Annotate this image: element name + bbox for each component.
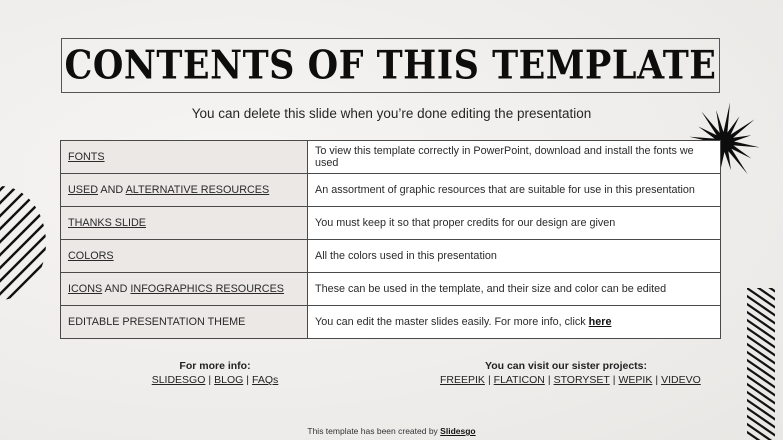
table-row <box>61 306 721 339</box>
resource-link[interactable]: INFOGRAPHICS RESOURCES <box>130 283 284 295</box>
sister-projects-links <box>440 374 701 386</box>
resource-link[interactable]: THANKS SLIDE <box>68 217 146 229</box>
sister-link-storyset[interactable]: STORYSET <box>553 374 610 386</box>
row-value-cell <box>308 141 721 174</box>
row-key-text: AND <box>98 184 126 196</box>
row-value-cell <box>308 207 721 240</box>
diagonal-hatch-strip-decoration <box>746 286 776 440</box>
resource-link[interactable]: ALTERNATIVE RESOURCES <box>125 184 270 196</box>
row-key-text: EDITABLE PRESENTATION THEME <box>68 316 246 328</box>
more-info-heading: For more info: <box>179 360 251 372</box>
row-key-cell <box>61 240 308 273</box>
resource-link[interactable]: USED <box>68 184 98 196</box>
sister-link-wepik[interactable]: WEPIK <box>618 374 653 386</box>
row-description: All the colors used in this presentation <box>315 250 497 262</box>
page-title: CONTENTS OF THIS TEMPLATE <box>64 42 717 89</box>
row-description: To view this template correctly in PowerPoint, download and install the fonts we used <box>315 145 694 169</box>
row-description: You can edit the master slides easily. For more info, click <box>315 316 589 328</box>
more-info-link-faqs[interactable]: FAQs <box>252 374 279 386</box>
table-row <box>61 207 721 240</box>
slidesgo-credit-link[interactable]: Slidesgo <box>440 426 476 436</box>
more-info-block <box>140 360 290 386</box>
link-separator: | <box>547 374 551 386</box>
row-key-cell <box>61 207 308 240</box>
sister-projects-heading: You can visit our sister projects: <box>484 360 648 372</box>
sister-link-flaticon[interactable]: FLATICON <box>493 374 545 386</box>
row-description: These can be used in the template, and their size and color can be edited <box>315 283 667 295</box>
link-separator: | <box>655 374 659 386</box>
row-value-cell <box>308 240 721 273</box>
row-key-text: AND <box>102 283 131 295</box>
here-link[interactable]: here <box>588 316 612 328</box>
contents-table <box>60 140 721 339</box>
diagonal-lines-semicircle-decoration <box>0 186 48 300</box>
sister-link-videvo[interactable]: VIDEVO <box>661 374 701 386</box>
resource-link[interactable]: ICONS <box>68 283 103 295</box>
row-key-cell <box>61 273 308 306</box>
link-separator: | <box>246 374 250 386</box>
row-key-cell <box>61 141 308 174</box>
link-separator: | <box>487 374 491 386</box>
row-description: You must keep it so that proper credits for our design are given <box>315 217 616 229</box>
row-value-cell <box>308 273 721 306</box>
table-row <box>61 273 721 306</box>
table-row <box>61 240 721 273</box>
row-key-cell <box>61 306 308 339</box>
more-info-link-blog[interactable]: BLOG <box>214 374 244 386</box>
resource-link[interactable]: COLORS <box>68 250 114 262</box>
resource-link[interactable]: FONTS <box>68 151 105 163</box>
table-row <box>61 141 721 174</box>
more-info-link-slidesgo[interactable]: SLIDESGO <box>151 374 206 386</box>
subtitle: You can delete this slide when you’re done editing the presentation <box>191 106 592 121</box>
sister-projects-block <box>440 360 701 386</box>
link-separator: | <box>208 374 212 386</box>
more-info-links <box>140 374 290 386</box>
link-separator: | <box>612 374 616 386</box>
credit-line <box>0 426 783 436</box>
title-box <box>61 38 720 93</box>
row-value-cell <box>308 306 721 339</box>
row-key-cell <box>61 174 308 207</box>
table-row <box>61 174 721 207</box>
row-value-cell <box>308 174 721 207</box>
row-description: An assortment of graphic resources that are suitable for use in this presentation <box>315 184 695 196</box>
credit-text: This template has been created by <box>307 426 441 436</box>
sister-link-freepik[interactable]: FREEPIK <box>440 374 485 386</box>
